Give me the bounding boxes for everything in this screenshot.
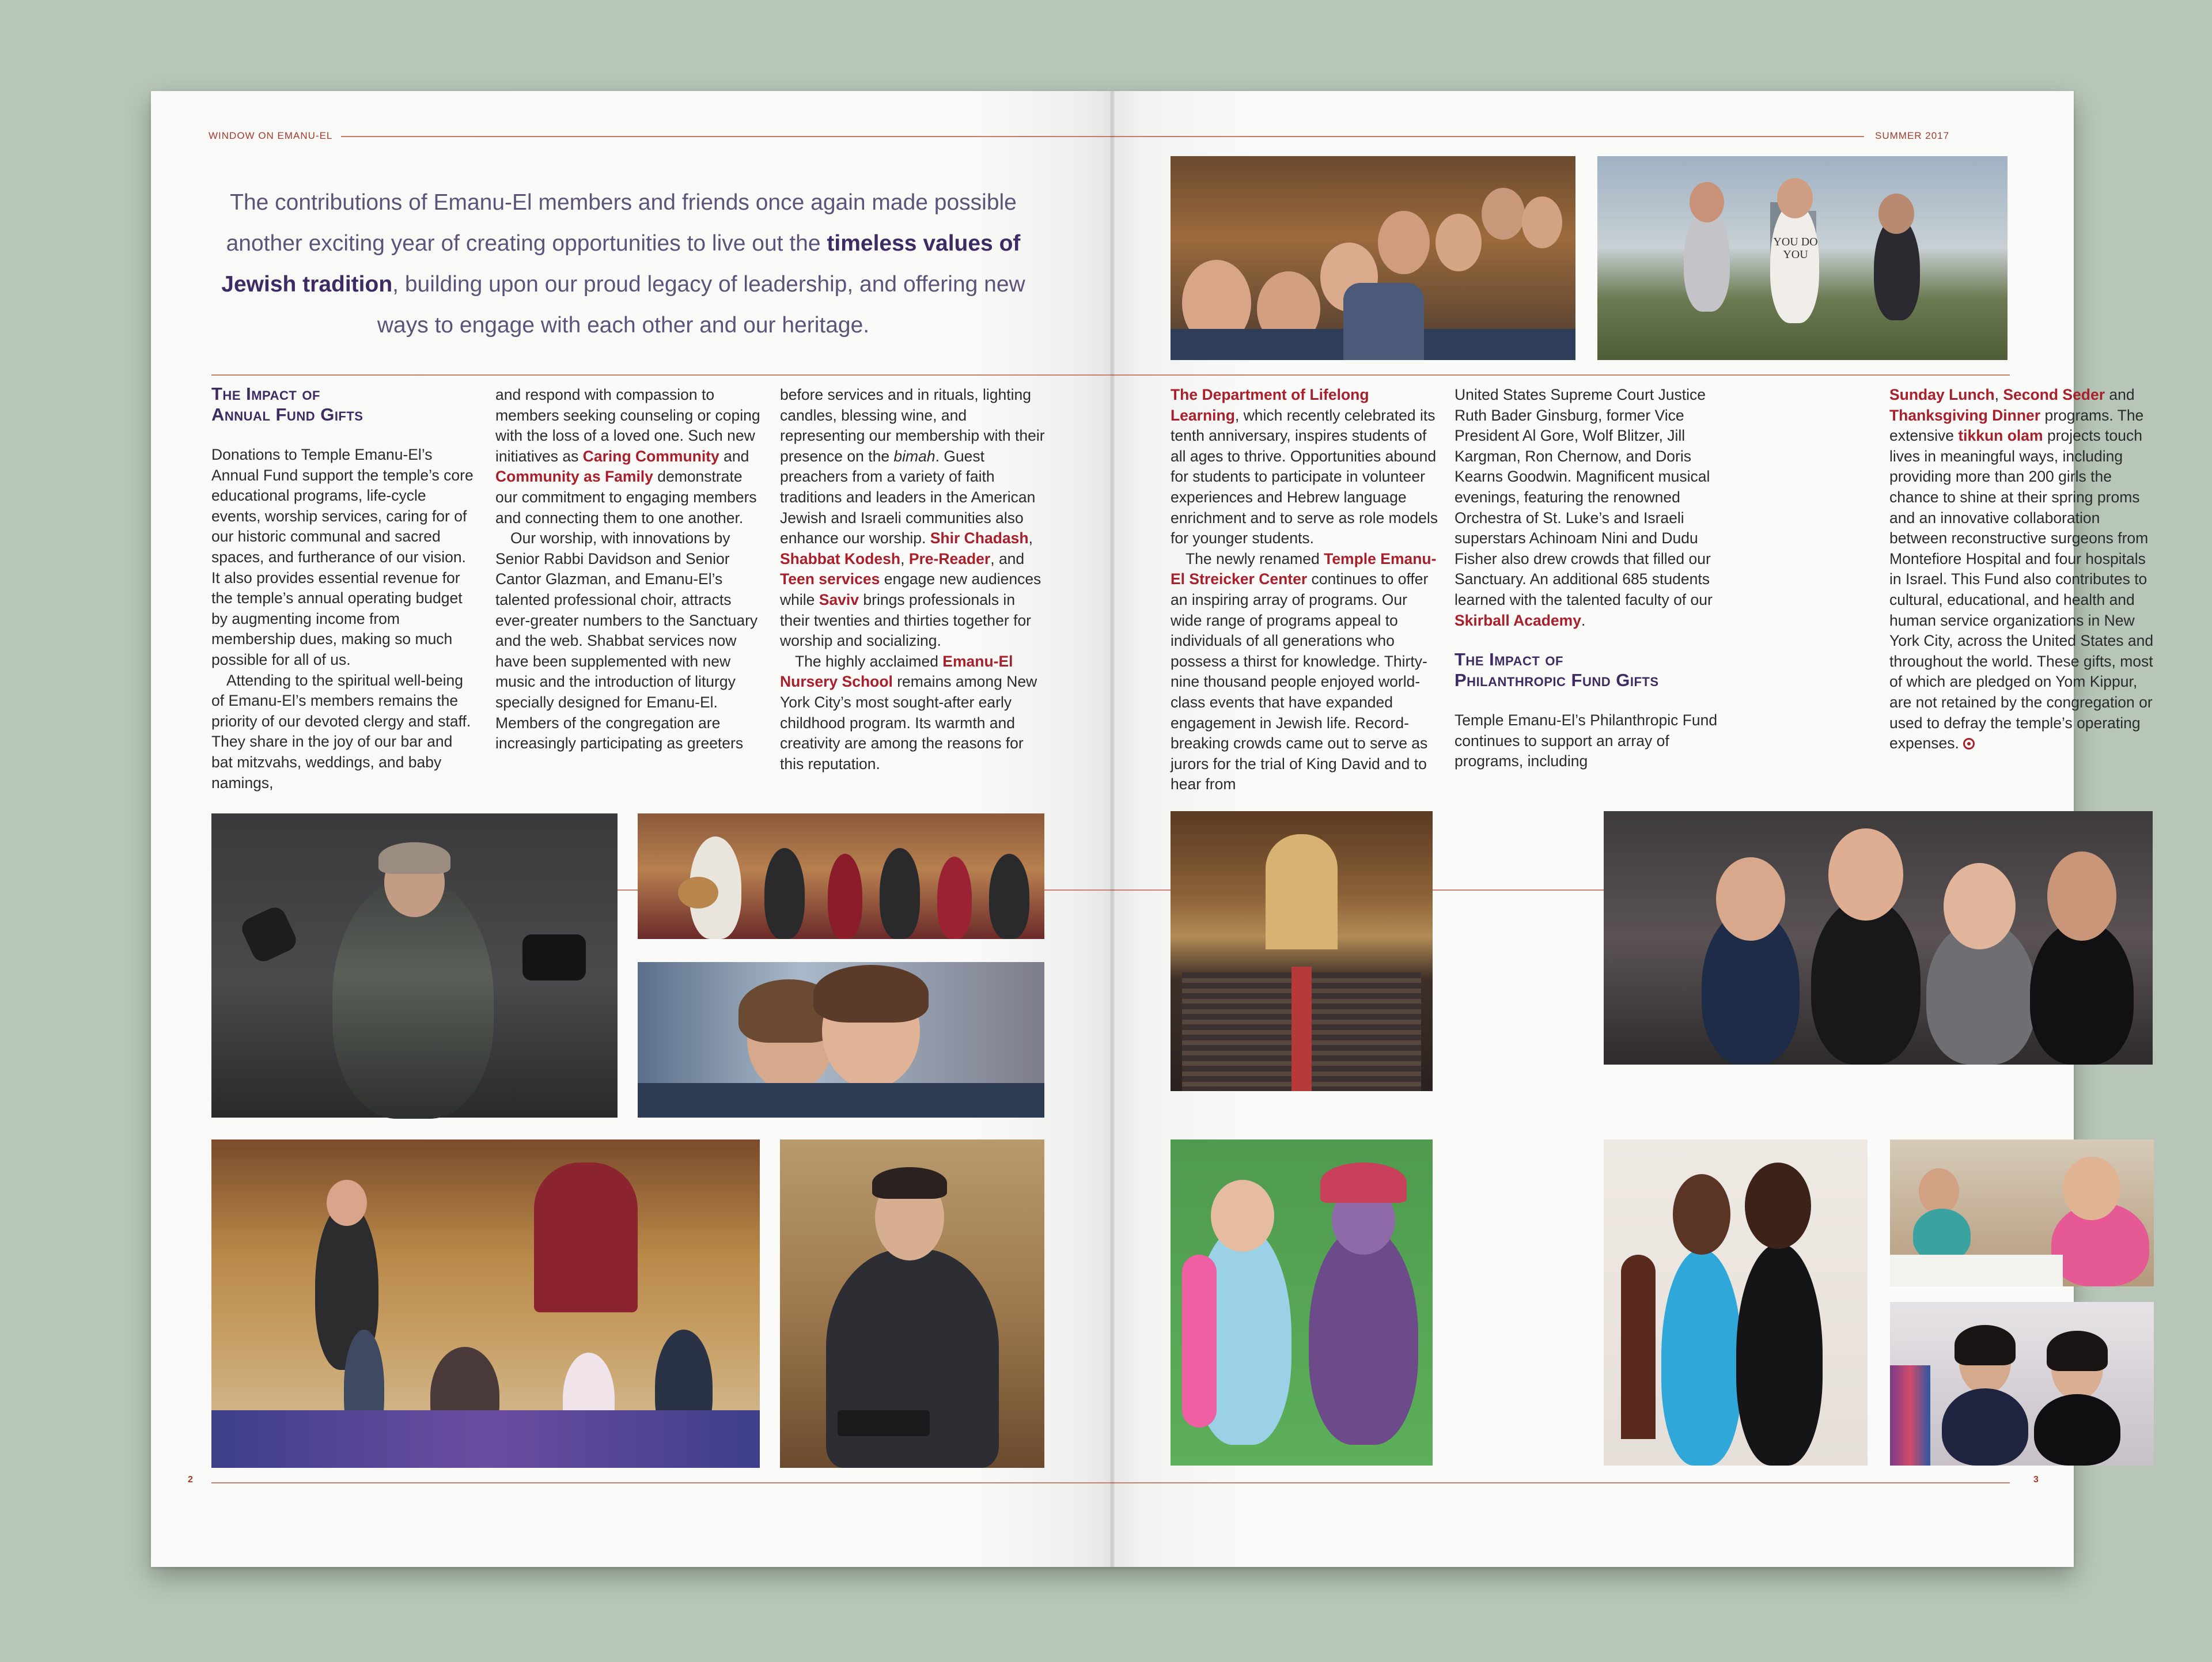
paragraph: before services and in rituals, lighting candles, blessing wine, and representing our membership with their presence on the bimah. Guest preachers from a variety of faith traditions and leaders in the American Jewish and Israeli communities also enhance our worship. Shir Chadash, Shabbat Kodesh, Pre-Reader, and Teen services engage new audiences while Saviv brings professionals in their twenties and thirties together for worship and socializing. bbox=[780, 386, 1045, 650]
paragraph: The highly acclaimed Emanu-El Nursery School remains among New York City’s most sought-after early childhood program. Its warmth and creativity are among the reasons for this reputation. bbox=[780, 652, 1037, 773]
heading-line: The Impact of bbox=[1455, 649, 1563, 670]
paragraph: Our worship, with innovations by Senior Rabbi Davidson and Senior Cantor Glazman, and Emanu-El’s talented professional choir, attracts ever-greater numbers to the Sanctuary and the web. Shabbat services now have been supplemented with new music and the introduction of liturgy specially designed for Emanu-El. Members of the congregation are increasingly participating as greeters bbox=[495, 529, 758, 752]
text-column-3 bbox=[780, 385, 1046, 774]
text-column-5 bbox=[1455, 385, 1725, 772]
paragraph: The newly renamed Temple Emanu-El Streicker Center continues to offer an inspiring array of programs. Our wide range of programs appeal to individuals of all generations who possess a thirst for knowledge. Thirty-nine thousand people enjoyed world-class events that have expanded engagement in Jewish life. Record-breaking crowds came out to serve as jurors for the trial of King David and to hear from bbox=[1171, 550, 1437, 793]
link-tikkun-olam[interactable]: tikkun olam bbox=[1958, 427, 2043, 445]
heading-line: Philanthropic Fund Gifts bbox=[1455, 670, 1659, 691]
link-nursery-school[interactable]: Emanu-El Nursery School bbox=[780, 652, 1013, 691]
running-head-right: SUMMER 2017 bbox=[1875, 130, 1950, 141]
gutter-fold bbox=[1110, 91, 1115, 1567]
paragraph: Attending to the spiritual well-being of Emanu-El’s members remains the priority of our devoted clergy and staff. They share in the joy of our bar and bat mitzvahs, weddings, and baby namings, bbox=[211, 671, 471, 792]
link-thanksgiving-dinner[interactable]: Thanksgiving Dinner bbox=[1889, 406, 2041, 424]
paragraph: The Department of Lifelong Learning, which recently celebrated its tenth anniversary, inspires students of all ages to thrive. Opportunities abound for students to participate in volunteer experiences and Hebrew language enrichment and to serve as role models for younger students. bbox=[1171, 386, 1438, 547]
text-column-2 bbox=[495, 385, 760, 754]
intro-paragraph bbox=[209, 182, 1038, 346]
paragraph: United States Supreme Court Justice Ruth Bader Ginsburg, former Vice President Al Gore, Wolf Blitzer, Jill Kargman, Ron Chernow, and Doris Kearns Goodwin. Magnificent musical evenings, featuring the renowned Orchestra of St. Luke’s and Israeli superstars Achinoam Nini and Dudu Fisher also drew crowds that filled our Sanctuary. An additional 685 students learned with the talented faculty of our Skirball Academy. bbox=[1455, 386, 1713, 629]
photo-sanctuary bbox=[1171, 811, 1433, 1091]
newsletter-spread bbox=[151, 91, 2154, 1567]
heading-line: Annual Fund Gifts bbox=[211, 404, 363, 425]
paragraph: Temple Emanu-El’s Philanthropic Fund continues to support an array of programs, including bbox=[1455, 711, 1718, 770]
text-column-1 bbox=[211, 384, 476, 793]
link-skirball-academy[interactable]: Skirball Academy bbox=[1455, 611, 1581, 629]
text-column-4 bbox=[1171, 385, 1440, 795]
link-streicker-center[interactable]: Temple Emanu-El Streicker Center bbox=[1171, 550, 1437, 588]
photo-tot-shabbat bbox=[211, 1139, 760, 1468]
link-sunday-lunch[interactable]: Sunday Lunch bbox=[1889, 386, 1995, 403]
heading-annual-fund bbox=[211, 384, 476, 425]
photo-children-drawing bbox=[1890, 1139, 2154, 1286]
page-number-right: 3 bbox=[2033, 1475, 2039, 1485]
photo-rabbi-portrait bbox=[780, 1139, 1044, 1468]
photo-girls-hug bbox=[638, 962, 1044, 1118]
link-second-seder[interactable]: Second Seder bbox=[2003, 386, 2105, 403]
footer-rule bbox=[1112, 1482, 2010, 1483]
page-left bbox=[151, 91, 1112, 1567]
link-community-as-family[interactable]: Community as Family bbox=[495, 468, 653, 486]
section-rule-top bbox=[1112, 374, 2010, 376]
link-teen-services[interactable]: Teen services bbox=[780, 570, 880, 588]
section-rule-top bbox=[211, 374, 1112, 376]
intro-text-end: , building upon our proud legacy of leadership, and offering new ways to engage with each other and our heritage. bbox=[377, 272, 1025, 338]
page-number-left: 2 bbox=[188, 1475, 193, 1485]
link-saviv[interactable]: Saviv bbox=[819, 590, 859, 608]
link-shabbat-kodesh[interactable]: Shabbat Kodesh bbox=[780, 550, 901, 567]
paragraph: Sunday Lunch, Second Seder and Thanksgiving Dinner programs. The extensive tikkun olam projects touch lives in meaningful ways, including providing more than 200 girls the chance to shine at their spring proms and an innovative collaboration between reconstructive surgeons from Montefiore Hospital and four hospitals in Israel. This Fund also contributes to cultural, educational, and health and human service organizations in New York City, across the United States and throughout the world. These gifts, most of which are pledged on Yom Kippur, are not retained by the congregation or used to defray the temple’s operating expenses. bbox=[1889, 386, 2154, 752]
page-right bbox=[1112, 91, 2154, 1567]
paragraph: Donations to Temple Emanu-El’s Annual Fund support the temple’s core educational programs, life-cycle events, worship services, caring for of our historic communal and sacred spaces, and furtherance of our vision. It also provides essential revenue for the temple’s annual operating budget by augmenting income from membership dues, making so much possible for all of us. bbox=[211, 446, 474, 668]
heading-line: The Impact of bbox=[211, 384, 320, 404]
header-rule bbox=[1112, 136, 1864, 137]
link-pre-reader[interactable]: Pre-Reader bbox=[908, 550, 991, 567]
text-column-6-actual bbox=[1889, 385, 2160, 754]
photo-teens-group bbox=[1171, 156, 1575, 360]
link-caring-community[interactable]: Caring Community bbox=[582, 447, 719, 465]
photo-shabbat-musicians bbox=[638, 813, 1044, 939]
heading-philanthropic-fund bbox=[1455, 649, 1725, 691]
running-head-left: WINDOW ON EMANU-EL bbox=[209, 130, 333, 141]
paragraph: and respond with compassion to members seeking counseling or coping with the loss of a loved one. Such new initiatives as Caring Community and Community as Family demonstrate our commitment to engaging members and connecting them to one another. bbox=[495, 386, 760, 527]
photo-israel-jump bbox=[1597, 156, 2008, 360]
end-mark-icon bbox=[1963, 738, 1975, 749]
intro-text: The contributions of Emanu-El members and friends once again made possible another exciting year of creating opportunities to live out the bbox=[226, 190, 1017, 256]
bimah-term: bimah bbox=[893, 447, 935, 465]
header-rule bbox=[341, 136, 1112, 137]
footer-rule bbox=[211, 1482, 1112, 1483]
link-lifelong-learning[interactable]: The Department of Lifelong Learning bbox=[1171, 386, 1369, 424]
shirt-text: YOU DO YOU bbox=[1773, 236, 1818, 261]
photo-prom-dresses bbox=[1604, 1139, 1868, 1466]
link-shir-chadash[interactable]: Shir Chadash bbox=[930, 529, 1029, 547]
intro-bold: timeless values of Jewish tradition bbox=[221, 231, 1021, 297]
photo-dress-boutique bbox=[1890, 1302, 2154, 1466]
photo-women-gala bbox=[1604, 811, 2153, 1065]
photo-rbg bbox=[211, 813, 618, 1118]
photo-purim-kids bbox=[1171, 1139, 1433, 1466]
